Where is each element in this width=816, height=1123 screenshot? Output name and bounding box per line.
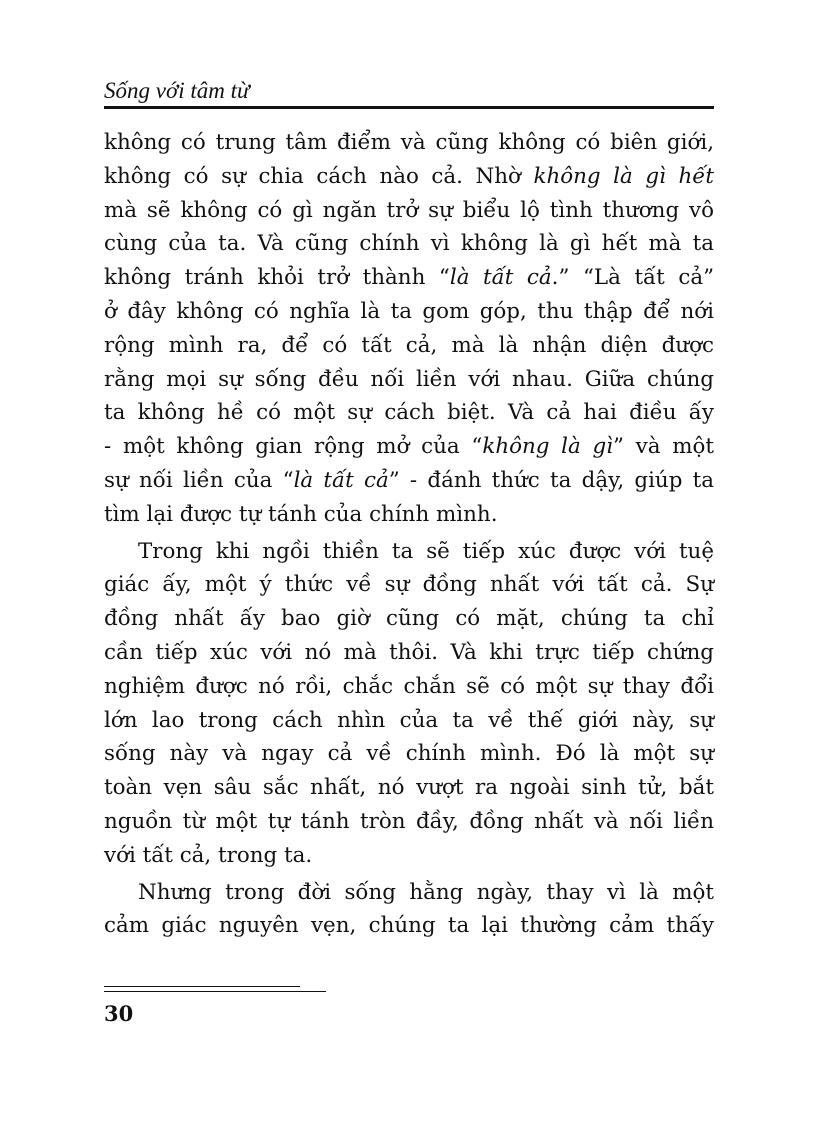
text-line [104, 535, 714, 569]
text-line [104, 568, 714, 602]
text-span: sự nối liền của “ [104, 467, 294, 493]
text-line [104, 396, 714, 430]
text-line [104, 670, 714, 704]
text-span: mà sẽ không có gì ngăn trở sự biểu lộ tình thương vô [104, 197, 714, 223]
text-span: với tất cả, trong ta. [104, 842, 313, 868]
text-span: không có trung tâm điểm và cũng không có biên giới, [104, 130, 714, 155]
text-span: cần tiếp xúc với nó mà thôi. Và khi trực tiếp chứng [104, 639, 714, 665]
text-span: cảm giác nguyên vẹn, chúng ta lại thường cảm thấy [104, 913, 714, 939]
italic-text: không là gì [482, 434, 614, 460]
text-line [104, 160, 714, 194]
text-span: lớn lao trong cách nhìn của ta về thế giới này, sự [104, 707, 714, 733]
text-line [104, 909, 714, 943]
text-span: giác ấy, một ý thức về sự đồng nhất với tất cả. Sự [104, 572, 714, 598]
text-span: toàn vẹn sâu sắc nhất, nó vượt ra ngoài sinh tử, bắt [104, 775, 714, 801]
text-line [104, 839, 714, 873]
running-header [104, 76, 714, 106]
text-span: .” “Là tất cả” [551, 265, 715, 291]
text-span: không tránh khỏi trở thành “ [104, 265, 450, 291]
text-line [104, 636, 714, 670]
text-line [104, 771, 714, 805]
footnote-rule [104, 986, 300, 987]
text-span: đồng nhất ấy bao giờ cũng có mặt, chúng ta chỉ [104, 606, 714, 632]
text-line [104, 464, 714, 498]
italic-text: không là gì hết [533, 163, 714, 189]
text-span: nguồn từ một tự tánh tròn đầy, đồng nhất và nối liền [104, 808, 714, 834]
text-line [104, 876, 714, 910]
paragraph [104, 126, 714, 532]
text-line [104, 602, 714, 636]
text-line [104, 329, 714, 363]
body-text [104, 126, 714, 943]
text-span: Nhưng trong đời sống hằng ngày, thay vì là một [138, 879, 714, 905]
text-span: ta không hề có một sự cách biệt. Và cả hai điều ấy [104, 400, 714, 426]
page-number: 30 [104, 1001, 134, 1026]
text-span: rộng mình ra, để có tất cả, mà là nhận diện được [104, 332, 714, 358]
italic-text: là tất cả [293, 467, 389, 493]
text-span: không có sự chia cách nào cả. Nhờ [104, 163, 534, 189]
text-line [104, 430, 714, 464]
text-line [104, 737, 714, 771]
running-header-title: Sống với tâm từ [104, 78, 250, 103]
text-span: ” - đánh thức ta dậy, giúp ta [388, 467, 715, 493]
text-line [104, 261, 714, 295]
text-span: rằng mọi sự sống đều nối liền với nhau. Giữa chúng [104, 366, 714, 392]
paragraph [104, 535, 714, 873]
text-span: nghiệm được nó rồi, chắc chắn sẽ có một sự thay đổi [104, 673, 714, 699]
text-line [104, 498, 714, 532]
text-line [104, 704, 714, 738]
text-line [104, 194, 714, 228]
italic-text: là tất cả [449, 265, 552, 291]
footnote-rule [104, 991, 326, 992]
text-span: tìm lại được tự tánh của chính mình. [104, 501, 498, 527]
text-span: ở đây không có nghĩa là ta gom góp, thu thập để nới [104, 298, 714, 324]
text-line [104, 805, 714, 839]
text-span: Trong khi ngồi thiền ta sẽ tiếp xúc được với tuệ [138, 538, 714, 564]
text-span: cùng của ta. Và cũng chính vì không là gì hết mà ta [104, 231, 714, 257]
text-line [104, 295, 714, 329]
text-line [104, 363, 714, 397]
text-span: sống này và ngay cả về chính mình. Đó là một sự [104, 741, 714, 767]
header-rule [104, 106, 714, 109]
paragraph [104, 876, 714, 944]
text-span: - một không gian rộng mở của “ [104, 434, 483, 460]
text-line [104, 227, 714, 261]
text-span: ” và một [613, 434, 714, 460]
text-line [104, 126, 714, 160]
